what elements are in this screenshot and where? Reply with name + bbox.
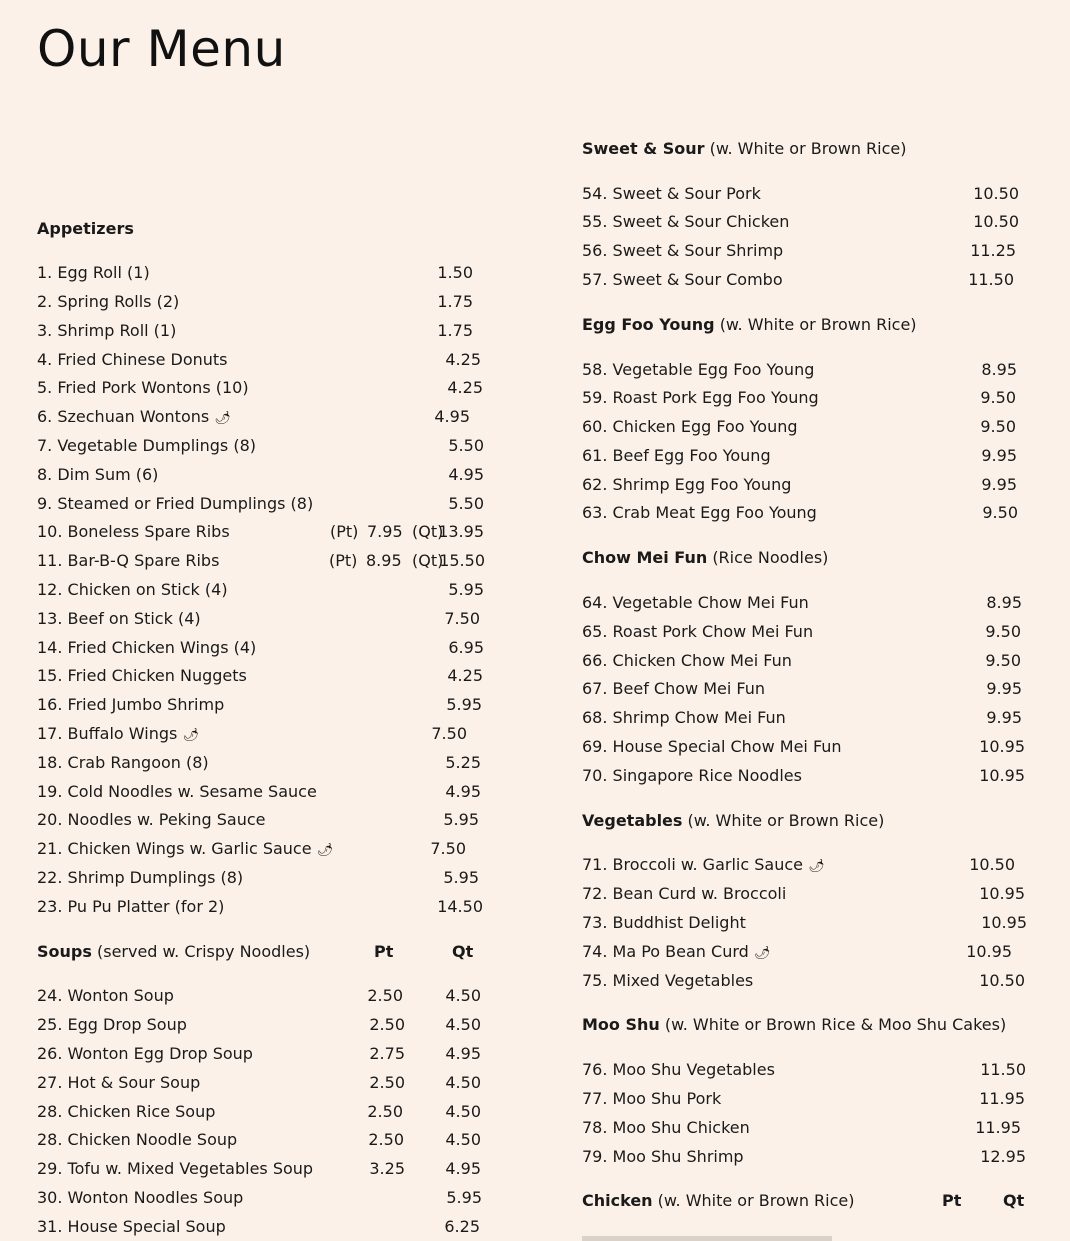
qt-price: 4.50 [445, 1130, 481, 1149]
cut-off-row-ghost [582, 1236, 832, 1241]
pt-header: Pt [942, 1191, 962, 1210]
cut-off-row [582, 1234, 1022, 1241]
item-name: 78. Moo Shu Chicken [582, 1118, 750, 1137]
item-name: 66. Chicken Chow Mei Fun [582, 651, 792, 670]
item-name: 73. Buddhist Delight [582, 913, 746, 932]
pt-price: 8.95 [366, 551, 402, 570]
menu-item [37, 375, 497, 401]
item-name: 21. Chicken Wings w. Garlic Sauce [37, 839, 317, 858]
item-price: 5.95 [448, 580, 484, 599]
qt-price: 4.50 [445, 1102, 481, 1121]
pt-price: 2.50 [367, 986, 403, 1005]
menu-item [582, 676, 1022, 702]
chili-icon: 🌶 [753, 946, 771, 961]
item-name: 15. Fried Chicken Nuggets [37, 666, 247, 685]
qt-price: 6.25 [444, 1217, 480, 1236]
item-price: 10.50 [969, 855, 1015, 874]
pt-header: Pt [374, 942, 394, 961]
menu-item [37, 1099, 497, 1125]
menu-item [582, 267, 1022, 293]
menu-item [582, 357, 1022, 383]
menu-item [582, 590, 1022, 616]
item-name: 56. Sweet & Sour Shrimp [582, 241, 784, 260]
item-name: 54. Sweet & Sour Pork [582, 184, 761, 203]
item-price: 4.25 [447, 378, 483, 397]
item-price: 4.25 [445, 350, 481, 369]
menu-item [37, 779, 497, 805]
menu-item [582, 443, 1022, 469]
item-name: 5. Fried Pork Wontons (10) [37, 378, 249, 397]
menu-item [37, 983, 497, 1009]
item-price: 9.95 [986, 708, 1022, 727]
menu-item [582, 500, 1022, 526]
pt-label: (Pt) [329, 551, 358, 570]
item-name: 68. Shrimp Chow Mei Fun [582, 708, 786, 727]
item-name: 58. Vegetable Egg Foo Young [582, 360, 815, 379]
item-name: 19. Cold Noodles w. Sesame Sauce [37, 782, 317, 801]
vegetables-heading [582, 808, 884, 834]
item-name: 61. Beef Egg Foo Young [582, 446, 771, 465]
section-subtitle: (w. White or Brown Rice) [657, 1191, 855, 1210]
item-name: 6. Szechuan Wontons [37, 407, 215, 426]
item-price: 10.95 [981, 913, 1027, 932]
menu-item [582, 472, 1022, 498]
menu-item [37, 318, 497, 344]
menu-item [37, 462, 497, 488]
item-name: 26. Wonton Egg Drop Soup [37, 1044, 253, 1063]
item-name: 27. Hot & Sour Soup [37, 1073, 201, 1092]
menu-item [37, 519, 497, 545]
item-price: 10.95 [966, 942, 1012, 961]
qt-header: Qt [1003, 1191, 1025, 1210]
item-name: 67. Beef Chow Mei Fun [582, 679, 765, 698]
menu-item [37, 1041, 497, 1067]
item-name: 10. Boneless Spare Ribs [37, 522, 230, 541]
menu-item [37, 1070, 497, 1096]
item-price: 5.50 [448, 436, 484, 455]
menu-item [37, 750, 497, 776]
item-name: 79. Moo Shu Shrimp [582, 1147, 744, 1166]
menu-item [37, 663, 497, 689]
item-price: 7.50 [430, 839, 466, 858]
item-price: 9.95 [981, 475, 1017, 494]
item-price: 9.50 [982, 503, 1018, 522]
item-name: 13. Beef on Stick (4) [37, 609, 201, 628]
item-name: 77. Moo Shu Pork [582, 1089, 722, 1108]
menu-item [582, 209, 1022, 235]
item-price: 11.95 [979, 1089, 1025, 1108]
item-price: 7.50 [444, 609, 480, 628]
item-name: 64. Vegetable Chow Mei Fun [582, 593, 809, 612]
menu-item [37, 491, 497, 517]
item-name: 28. Chicken Rice Soup [37, 1102, 216, 1121]
qt-price: 4.50 [445, 1073, 481, 1092]
section-title: Vegetables [582, 811, 683, 830]
section-title: Egg Foo Young [582, 315, 715, 334]
item-name: 20. Noodles w. Peking Sauce [37, 810, 266, 829]
item-price: 11.95 [975, 1118, 1021, 1137]
menu-item [37, 433, 497, 459]
item-price: 4.95 [434, 407, 470, 426]
item-name: 1. Egg Roll (1) [37, 263, 150, 282]
menu-item [37, 577, 497, 603]
menu-item [37, 692, 497, 718]
menu-item [37, 1127, 497, 1153]
pt-price: 3.25 [369, 1159, 405, 1178]
item-name: 9. Steamed or Fried Dumplings (8) [37, 494, 314, 513]
item-name: 16. Fried Jumbo Shrimp [37, 695, 225, 714]
item-price: 8.95 [981, 360, 1017, 379]
item-price: 10.95 [979, 766, 1025, 785]
section-title: Appetizers [37, 219, 134, 238]
item-name: 60. Chicken Egg Foo Young [582, 417, 798, 436]
item-price: 5.95 [446, 695, 482, 714]
menu-item [37, 807, 497, 833]
item-price: 7.50 [431, 724, 467, 743]
chili-icon: 🌶 [214, 411, 231, 426]
item-name: 70. Singapore Rice Noodles [582, 766, 802, 785]
item-name: 57. Sweet & Sour Combo [582, 270, 783, 289]
menu-item [582, 1086, 1025, 1112]
menu-item [582, 734, 1025, 760]
item-price: 1.50 [437, 263, 473, 282]
qt-label: (Qt) [412, 551, 444, 570]
qt-label: (Qt) [412, 522, 444, 541]
section-subtitle: (Rice Noodles) [712, 548, 829, 567]
item-price: 1.75 [437, 321, 473, 340]
item-price: 5.50 [448, 494, 484, 513]
pt-price: 2.50 [369, 1015, 405, 1034]
item-name: 55. Sweet & Sour Chicken [582, 212, 790, 231]
menu-item [37, 1156, 497, 1182]
section-title: Chicken [582, 1191, 653, 1210]
menu-item [582, 1057, 1026, 1083]
menu-item [582, 619, 1022, 645]
item-price: 10.95 [979, 737, 1025, 756]
menu-item [582, 705, 1022, 731]
item-name: 74. Ma Po Bean Curd [582, 942, 754, 961]
item-price: 10.95 [979, 884, 1025, 903]
item-name: 30. Wonton Noodles Soup [37, 1188, 244, 1207]
item-price: 9.50 [985, 622, 1021, 641]
item-price: 4.95 [448, 465, 484, 484]
item-name: 17. Buffalo Wings [37, 724, 183, 743]
item-name: 65. Roast Pork Chow Mei Fun [582, 622, 814, 641]
sweet-sour-heading [582, 136, 906, 162]
chili-icon: 🌶 [316, 843, 334, 858]
qt-price: 4.50 [445, 1015, 481, 1034]
item-name: 71. Broccoli w. Garlic Sauce [582, 855, 809, 874]
item-price: 11.25 [970, 241, 1016, 260]
section-subtitle: (w. White or Brown Rice & Moo Shu Cakes) [664, 1015, 1007, 1034]
item-price: 11.50 [980, 1060, 1026, 1079]
menu-item [582, 763, 1025, 789]
page-title: Our Menu [37, 20, 286, 78]
item-price: 5.25 [445, 753, 481, 772]
menu-item [37, 865, 497, 891]
soups-heading [37, 939, 497, 965]
pt-label: (Pt) [330, 522, 359, 541]
item-name: 31. House Special Soup [37, 1217, 226, 1236]
menu-item [582, 648, 1022, 674]
item-price: 11.50 [968, 270, 1014, 289]
item-price: 14.50 [437, 897, 483, 916]
item-name: 4. Fried Chinese Donuts [37, 350, 228, 369]
item-name: 8. Dim Sum (6) [37, 465, 159, 484]
item-price: 6.95 [448, 638, 484, 657]
menu-item [37, 404, 497, 430]
menu-item [582, 1115, 1022, 1141]
item-price: 10.50 [973, 212, 1019, 231]
item-price: 5.95 [443, 810, 479, 829]
item-price: 4.25 [447, 666, 483, 685]
egg-foo-young-heading [582, 312, 917, 338]
menu-item [582, 1144, 1026, 1170]
appetizers-heading [37, 216, 134, 242]
moo-shu-heading [582, 1012, 1006, 1038]
item-name: 24. Wonton Soup [37, 986, 174, 1005]
chili-icon: 🌶 [808, 859, 825, 874]
item-price: 9.50 [980, 388, 1016, 407]
pt-price: 2.50 [369, 1073, 405, 1092]
pt-price: 2.50 [367, 1102, 403, 1121]
menu-item [582, 881, 1025, 907]
item-name: 12. Chicken on Stick (4) [37, 580, 228, 599]
item-name: 76. Moo Shu Vegetables [582, 1060, 775, 1079]
item-name: 72. Bean Curd w. Broccoli [582, 884, 787, 903]
item-name: 18. Crab Rangoon (8) [37, 753, 209, 772]
item-price: 9.50 [985, 651, 1021, 670]
qt-price: 5.95 [446, 1188, 482, 1207]
item-name: 63. Crab Meat Egg Foo Young [582, 503, 817, 522]
menu-item [37, 894, 497, 920]
item-price: 10.50 [979, 971, 1025, 990]
pt-price: 2.50 [368, 1130, 404, 1149]
item-price: 8.95 [986, 593, 1022, 612]
qt-header: Qt [452, 942, 474, 961]
item-price: 9.95 [986, 679, 1022, 698]
menu-item [37, 1185, 497, 1211]
menu-item [582, 385, 1022, 411]
menu-item [582, 414, 1022, 440]
item-name: 69. House Special Chow Mei Fun [582, 737, 842, 756]
chow-mei-fun-heading [582, 545, 828, 571]
menu-item [37, 635, 497, 661]
menu-item [582, 852, 1022, 878]
chicken-heading [582, 1188, 1042, 1214]
section-subtitle: (w. White or Brown Rice) [709, 139, 907, 158]
item-name: 59. Roast Pork Egg Foo Young [582, 388, 819, 407]
menu-item [37, 347, 497, 373]
section-title: Chow Mei Fun [582, 548, 708, 567]
menu-item [582, 181, 1022, 207]
qt-price: 4.95 [445, 1159, 481, 1178]
item-price: 9.95 [981, 446, 1017, 465]
menu-item [37, 721, 497, 747]
item-name: 14. Fried Chicken Wings (4) [37, 638, 257, 657]
pt-price: 7.95 [367, 522, 403, 541]
item-price: 12.95 [980, 1147, 1026, 1166]
item-name: 75. Mixed Vegetables [582, 971, 754, 990]
item-price: 9.50 [980, 417, 1016, 436]
menu-item [582, 910, 1027, 936]
menu-item [37, 1214, 497, 1240]
item-name: 2. Spring Rolls (2) [37, 292, 180, 311]
chili-icon: 🌶 [182, 728, 199, 743]
section-subtitle: (w. White or Brown Rice) [687, 811, 885, 830]
item-name: 23. Pu Pu Platter (for 2) [37, 897, 225, 916]
item-name: 22. Shrimp Dumplings (8) [37, 868, 244, 887]
menu-item [582, 968, 1025, 994]
menu-item [37, 260, 497, 286]
section-title: Soups [37, 942, 92, 961]
menu-item [37, 1012, 497, 1038]
qt-price: 4.50 [445, 986, 481, 1005]
item-price: 10.50 [973, 184, 1019, 203]
menu-item [37, 836, 497, 862]
qt-price: 13.95 [438, 522, 484, 541]
section-title: Sweet & Sour [582, 139, 705, 158]
item-name: 28. Chicken Noodle Soup [37, 1130, 238, 1149]
section-title: Moo Shu [582, 1015, 660, 1034]
menu-item [582, 939, 1022, 965]
item-price: 1.75 [437, 292, 473, 311]
qt-price: 15.50 [439, 551, 485, 570]
section-subtitle: (served w. Crispy Noodles) [96, 942, 311, 961]
menu-item [37, 606, 497, 632]
item-name: 62. Shrimp Egg Foo Young [582, 475, 792, 494]
item-price: 5.95 [443, 868, 479, 887]
qt-price: 4.95 [445, 1044, 481, 1063]
menu-item [37, 289, 497, 315]
menu-item [582, 238, 1022, 264]
item-name: 29. Tofu w. Mixed Vegetables Soup [37, 1159, 314, 1178]
item-name: 7. Vegetable Dumplings (8) [37, 436, 256, 455]
item-name: 3. Shrimp Roll (1) [37, 321, 177, 340]
pt-price: 2.75 [369, 1044, 405, 1063]
section-subtitle: (w. White or Brown Rice) [719, 315, 917, 334]
item-name: 25. Egg Drop Soup [37, 1015, 187, 1034]
item-price: 4.95 [445, 782, 481, 801]
menu-item [37, 548, 497, 574]
item-name: 11. Bar-B-Q Spare Ribs [37, 551, 220, 570]
